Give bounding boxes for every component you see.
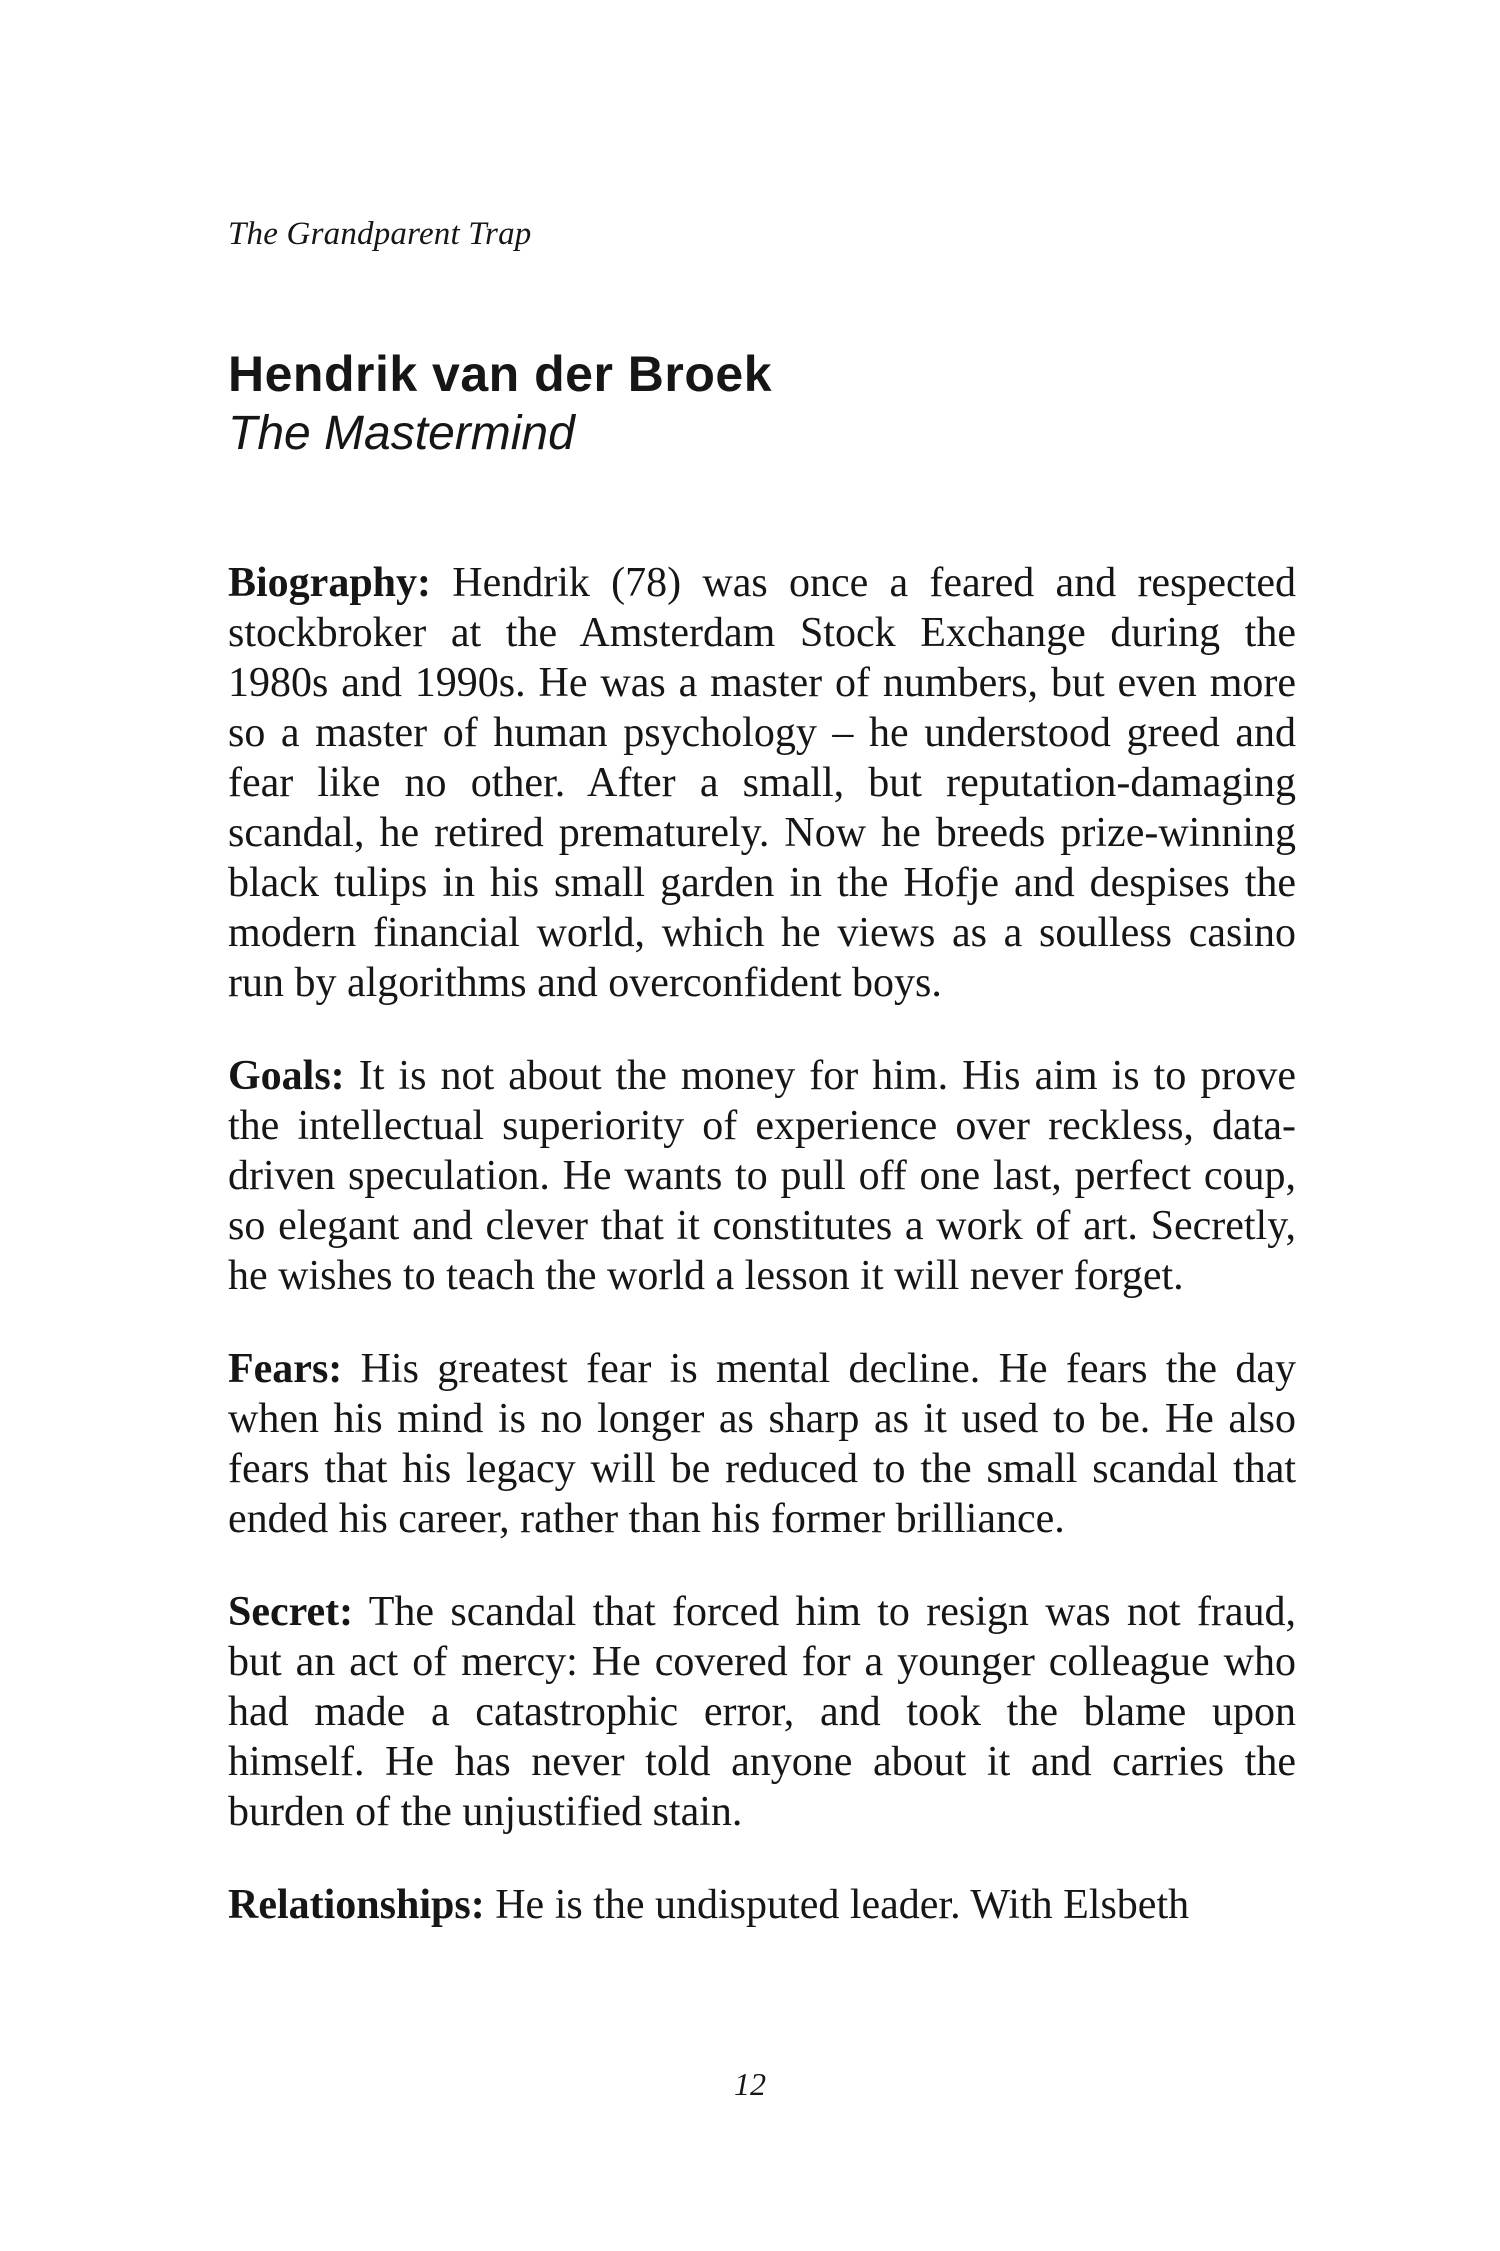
section-fears: [228, 1344, 1296, 1544]
character-name-heading: Hendrik van der Broek: [228, 346, 773, 402]
section-biography-label: Biography:: [228, 560, 432, 606]
running-header: The Grandparent Trap: [228, 216, 532, 252]
section-relationships: [228, 1880, 1296, 1930]
section-goals-text: It is not about the money for him. His aim is to prove the intellectual superiority of experience over reckless, data-driven speculation. He wants to pull off one last, perfect coup, so elegant and clever that it constitutes a work of art. Secretly, he wishes to teach the world a lesson it will never forget.: [228, 1053, 1296, 1299]
page-number: 12: [734, 2066, 766, 2102]
section-goals: [228, 1051, 1296, 1301]
character-tagline: The Mastermind: [228, 407, 575, 460]
section-relationships-label: Relationships:: [228, 1882, 485, 1928]
section-relationships-text: He is the undisputed leader. With Elsbeth: [495, 1882, 1190, 1928]
character-title-block: [228, 344, 772, 464]
section-secret-text: The scandal that forced him to resign was not fraud, but an act of mercy: He covered for a younger colleague who had made a catastrophic error, and took the blame upon himself. He has never told anyone about it and carries the burden of the unjustified stain.: [228, 1589, 1296, 1835]
section-goals-label: Goals:: [228, 1053, 345, 1099]
section-secret-label: Secret:: [228, 1589, 354, 1635]
section-secret: [228, 1587, 1296, 1837]
body-text: [228, 558, 1296, 1973]
section-fears-text: His greatest fear is mental decline. He fears the day when his mind is no longer as sharp as it used to be. He also fears that his legacy will be reduced to the small scandal that ended his career, rather than his former brilliance.: [228, 1346, 1296, 1542]
section-biography-text: Hendrik (78) was once a feared and respected stockbroker at the Amsterdam Stock Exchange during the 1980s and 1990s. He was a master of numbers, but even more so a master of human psychology – he understood greed and fear like no other. After a small, but reputation-damaging scandal, he retired prematurely. Now he breeds prize-winning black tulips in his small garden in the Hofje and despises the modern financial world, which he views as a soulless casino run by algorithms and overconfident boys.: [228, 560, 1297, 1006]
section-biography: [228, 558, 1296, 1008]
section-fears-label: Fears:: [228, 1346, 343, 1392]
